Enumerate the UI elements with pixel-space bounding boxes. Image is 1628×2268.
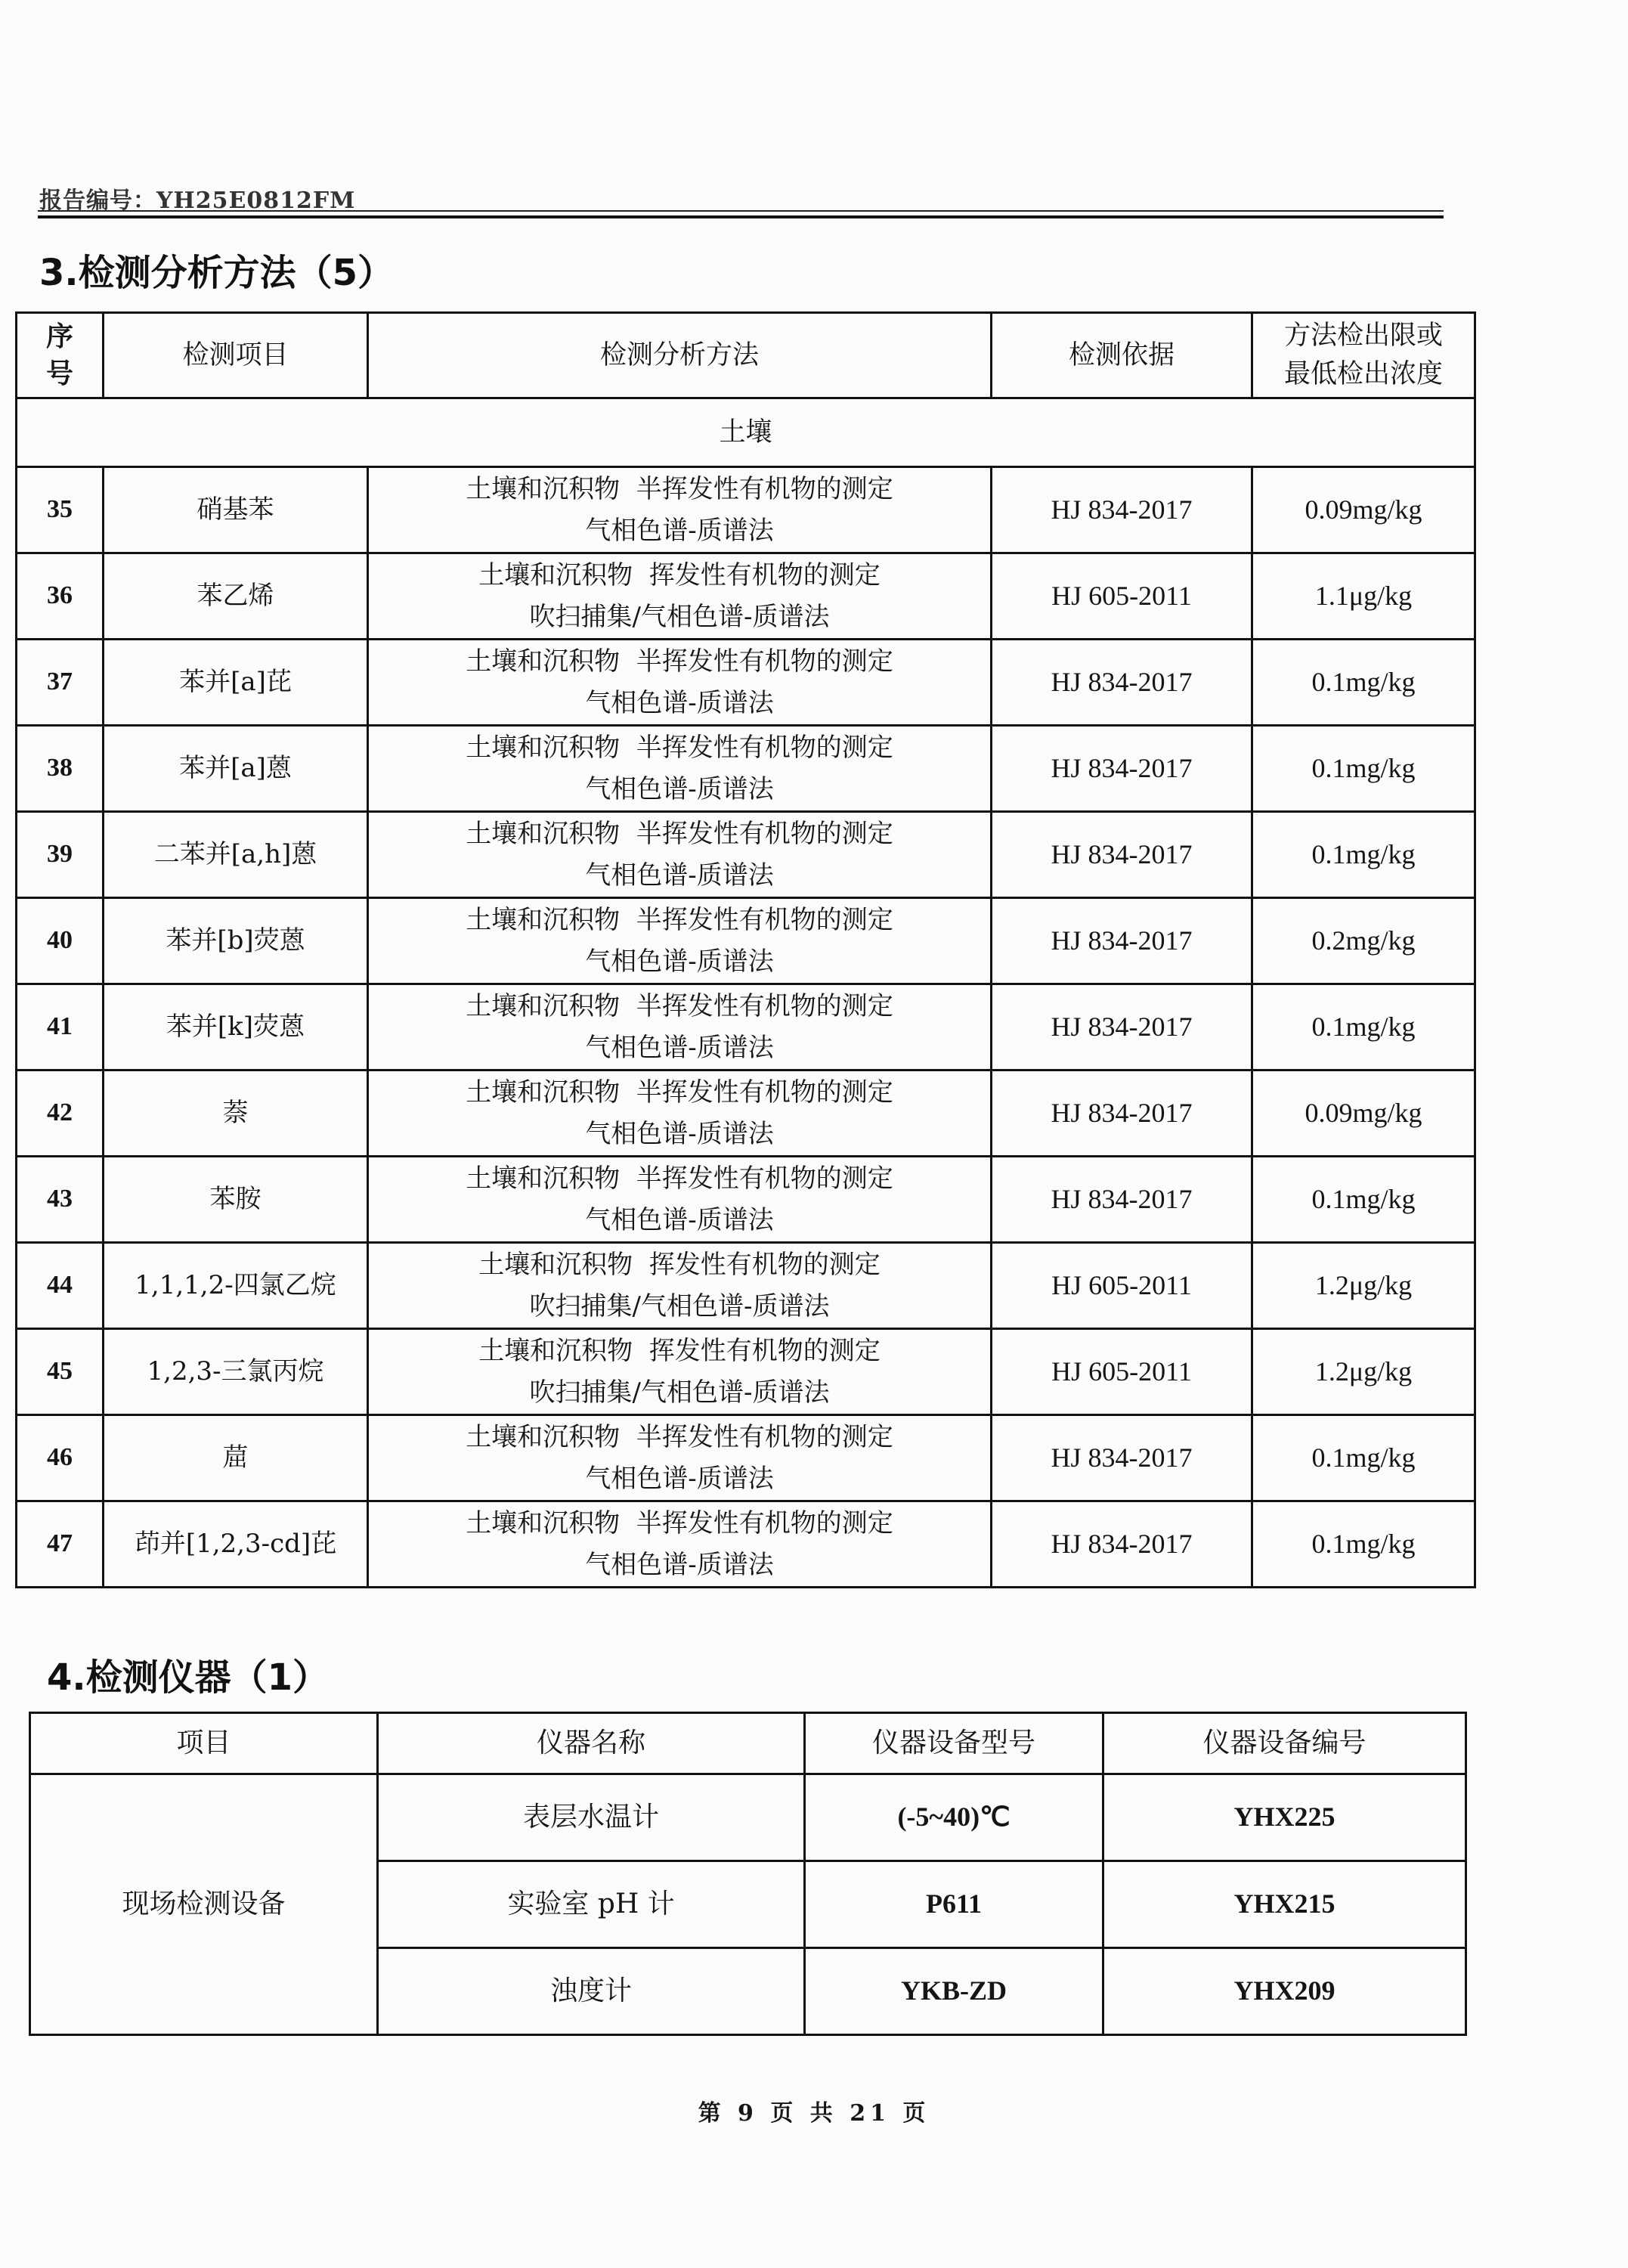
table-row xyxy=(17,898,1475,984)
test-basis: HJ 834-2017 xyxy=(992,1070,1252,1157)
table-row xyxy=(17,1501,1475,1588)
detection-limit: 0.1mg/kg xyxy=(1252,1415,1475,1501)
test-basis: HJ 834-2017 xyxy=(992,984,1252,1070)
method-line2: 气相色谱-质谱法 xyxy=(585,515,774,546)
method-cell xyxy=(368,553,992,640)
test-item: 1,2,3-三氯丙烷 xyxy=(104,1329,368,1415)
test-basis: HJ 834-2017 xyxy=(992,1501,1252,1588)
row-number: 46 xyxy=(17,1415,104,1501)
table-row xyxy=(17,640,1475,726)
column-header-model: 仪器设备型号 xyxy=(805,1713,1103,1774)
method-cell xyxy=(368,1243,992,1329)
column-header-seq xyxy=(17,313,104,398)
row-number: 40 xyxy=(17,898,104,984)
method-cell xyxy=(368,1157,992,1243)
column-header-item: 检测项目 xyxy=(104,313,368,398)
test-item: 苯乙烯 xyxy=(104,553,368,640)
detection-limit: 0.1mg/kg xyxy=(1252,640,1475,726)
method-line1: 土壤和沉积物 挥发性有机物的测定 xyxy=(478,1250,881,1281)
method-line2: 气相色谱-质谱法 xyxy=(585,1463,774,1494)
column-header-basis: 检测依据 xyxy=(992,313,1252,398)
test-basis: HJ 605-2011 xyxy=(992,553,1252,640)
test-basis: HJ 834-2017 xyxy=(992,1157,1252,1243)
method-cell xyxy=(368,726,992,812)
column-header-serial: 仪器设备编号 xyxy=(1103,1713,1466,1774)
row-number: 37 xyxy=(17,640,104,726)
report-number: 报告编号：YH25E0812FM xyxy=(39,187,356,214)
category-row xyxy=(17,398,1475,467)
method-cell xyxy=(368,467,992,553)
methods-table xyxy=(15,311,1476,1588)
column-header-item: 项目 xyxy=(30,1713,378,1774)
test-basis: HJ 834-2017 xyxy=(992,726,1252,812)
detection-limit: 0.1mg/kg xyxy=(1252,726,1475,812)
detection-limit: 1.1μg/kg xyxy=(1252,553,1475,640)
method-line2: 气相色谱-质谱法 xyxy=(585,946,774,977)
instrument-serial: YHX225 xyxy=(1103,1774,1466,1861)
test-item: 苯并[k]荧蒽 xyxy=(104,984,368,1070)
test-item: 硝基苯 xyxy=(104,467,368,553)
test-item: 苯并[b]荧蒽 xyxy=(104,898,368,984)
row-number: 43 xyxy=(17,1157,104,1243)
test-basis: HJ 834-2017 xyxy=(992,1415,1252,1501)
row-number: 45 xyxy=(17,1329,104,1415)
table-row xyxy=(17,1329,1475,1415)
method-line1: 土壤和沉积物 半挥发性有机物的测定 xyxy=(466,1508,893,1539)
test-basis: HJ 834-2017 xyxy=(992,898,1252,984)
method-line1: 土壤和沉积物 挥发性有机物的测定 xyxy=(478,1336,881,1367)
column-header-limit-line1: 方法检出限或 xyxy=(1283,321,1443,352)
method-line2: 气相色谱-质谱法 xyxy=(585,1032,774,1063)
table-row xyxy=(17,553,1475,640)
column-header-seq-line1: 序 xyxy=(45,321,73,353)
method-cell xyxy=(368,812,992,898)
test-item: 1,1,1,2-四氯乙烷 xyxy=(104,1243,368,1329)
row-number: 47 xyxy=(17,1501,104,1588)
category-cell: 土壤 xyxy=(17,398,1475,467)
method-line1: 土壤和沉积物 半挥发性有机物的测定 xyxy=(466,733,893,764)
method-line2: 气相色谱-质谱法 xyxy=(585,1118,774,1149)
method-cell xyxy=(368,898,992,984)
instrument-model: YKB-ZD xyxy=(805,1948,1103,2035)
row-number: 36 xyxy=(17,553,104,640)
method-cell xyxy=(368,1415,992,1501)
page-number: 第 9 页 共 21 页 xyxy=(698,2100,930,2127)
column-header-limit xyxy=(1252,313,1475,398)
column-header-seq-line2: 号 xyxy=(45,358,73,389)
test-item: 二苯并[a,h]蒽 xyxy=(104,812,368,898)
detection-limit: 0.09mg/kg xyxy=(1252,467,1475,553)
detection-limit: 1.2μg/kg xyxy=(1252,1243,1475,1329)
method-line2: 气相色谱-质谱法 xyxy=(585,1204,774,1235)
detection-limit: 1.2μg/kg xyxy=(1252,1329,1475,1415)
method-line2: 气相色谱-质谱法 xyxy=(585,687,774,718)
header-rule xyxy=(38,210,1444,212)
test-basis: HJ 834-2017 xyxy=(992,812,1252,898)
method-line1: 土壤和沉积物 半挥发性有机物的测定 xyxy=(466,1077,893,1108)
instrument-name: 表层水温计 xyxy=(378,1774,805,1861)
column-header-limit-line2: 最低检出浓度 xyxy=(1283,359,1443,389)
table-row xyxy=(17,984,1475,1070)
detection-limit: 0.1mg/kg xyxy=(1252,984,1475,1070)
table-header-row xyxy=(17,313,1475,398)
method-line1: 土壤和沉积物 半挥发性有机物的测定 xyxy=(466,991,893,1022)
detection-limit: 0.09mg/kg xyxy=(1252,1070,1475,1157)
method-line1: 土壤和沉积物 半挥发性有机物的测定 xyxy=(466,646,893,677)
method-line1: 土壤和沉积物 半挥发性有机物的测定 xyxy=(466,1163,893,1194)
table-row xyxy=(17,467,1475,553)
method-line1: 土壤和沉积物 半挥发性有机物的测定 xyxy=(466,905,893,936)
section-4-title: 4.检测仪器（1） xyxy=(47,1656,330,1699)
method-line2: 吹扫捕集/气相色谱-质谱法 xyxy=(529,1377,830,1408)
method-cell xyxy=(368,1329,992,1415)
row-number: 41 xyxy=(17,984,104,1070)
row-number: 38 xyxy=(17,726,104,812)
table-row xyxy=(30,1774,1466,1861)
row-number: 42 xyxy=(17,1070,104,1157)
table-row xyxy=(17,812,1475,898)
table-header-row xyxy=(30,1713,1466,1774)
instrument-model: P611 xyxy=(805,1861,1103,1948)
method-line2: 气相色谱-质谱法 xyxy=(585,1549,774,1580)
test-item: 萘 xyxy=(104,1070,368,1157)
test-item: 苯并[a]芘 xyxy=(104,640,368,726)
detection-limit: 0.1mg/kg xyxy=(1252,1501,1475,1588)
column-header-name: 仪器名称 xyxy=(378,1713,805,1774)
method-cell xyxy=(368,984,992,1070)
instrument-name: 浊度计 xyxy=(378,1948,805,2035)
method-line2: 吹扫捕集/气相色谱-质谱法 xyxy=(529,1290,830,1321)
section-3-title: 3.检测分析方法（5） xyxy=(39,252,395,294)
detection-limit: 0.1mg/kg xyxy=(1252,812,1475,898)
test-basis: HJ 605-2011 xyxy=(992,1243,1252,1329)
test-item: 苯胺 xyxy=(104,1157,368,1243)
instrument-name: 实验室 pH 计 xyxy=(378,1861,805,1948)
group-cell: 现场检测设备 xyxy=(30,1774,378,2035)
row-number: 44 xyxy=(17,1243,104,1329)
method-cell xyxy=(368,1501,992,1588)
test-item: 䓛 xyxy=(104,1415,368,1501)
table-row xyxy=(17,1415,1475,1501)
table-row xyxy=(17,1070,1475,1157)
table-row xyxy=(17,1243,1475,1329)
detection-limit: 0.1mg/kg xyxy=(1252,1157,1475,1243)
method-line2: 吹扫捕集/气相色谱-质谱法 xyxy=(529,601,830,632)
test-basis: HJ 605-2011 xyxy=(992,1329,1252,1415)
instrument-serial: YHX209 xyxy=(1103,1948,1466,2035)
row-number: 35 xyxy=(17,467,104,553)
detection-limit: 0.2mg/kg xyxy=(1252,898,1475,984)
method-cell xyxy=(368,1070,992,1157)
test-basis: HJ 834-2017 xyxy=(992,467,1252,553)
method-line1: 土壤和沉积物 半挥发性有机物的测定 xyxy=(466,1422,893,1453)
instrument-serial: YHX215 xyxy=(1103,1861,1466,1948)
method-line1: 土壤和沉积物 半挥发性有机物的测定 xyxy=(466,819,893,850)
method-line1: 土壤和沉积物 挥发性有机物的测定 xyxy=(478,560,881,591)
instruments-table xyxy=(29,1712,1467,2036)
instrument-model: (-5~40)℃ xyxy=(805,1774,1103,1861)
header-rule-thick xyxy=(38,215,1444,218)
column-header-method: 检测分析方法 xyxy=(368,313,992,398)
test-item: 茚并[1,2,3-cd]芘 xyxy=(104,1501,368,1588)
row-number: 39 xyxy=(17,812,104,898)
test-basis: HJ 834-2017 xyxy=(992,640,1252,726)
test-item: 苯并[a]蒽 xyxy=(104,726,368,812)
method-cell xyxy=(368,640,992,726)
table-row xyxy=(17,1157,1475,1243)
method-line1: 土壤和沉积物 半挥发性有机物的测定 xyxy=(466,474,893,505)
method-line2: 气相色谱-质谱法 xyxy=(585,773,774,804)
method-line2: 气相色谱-质谱法 xyxy=(585,860,774,891)
table-row xyxy=(17,726,1475,812)
